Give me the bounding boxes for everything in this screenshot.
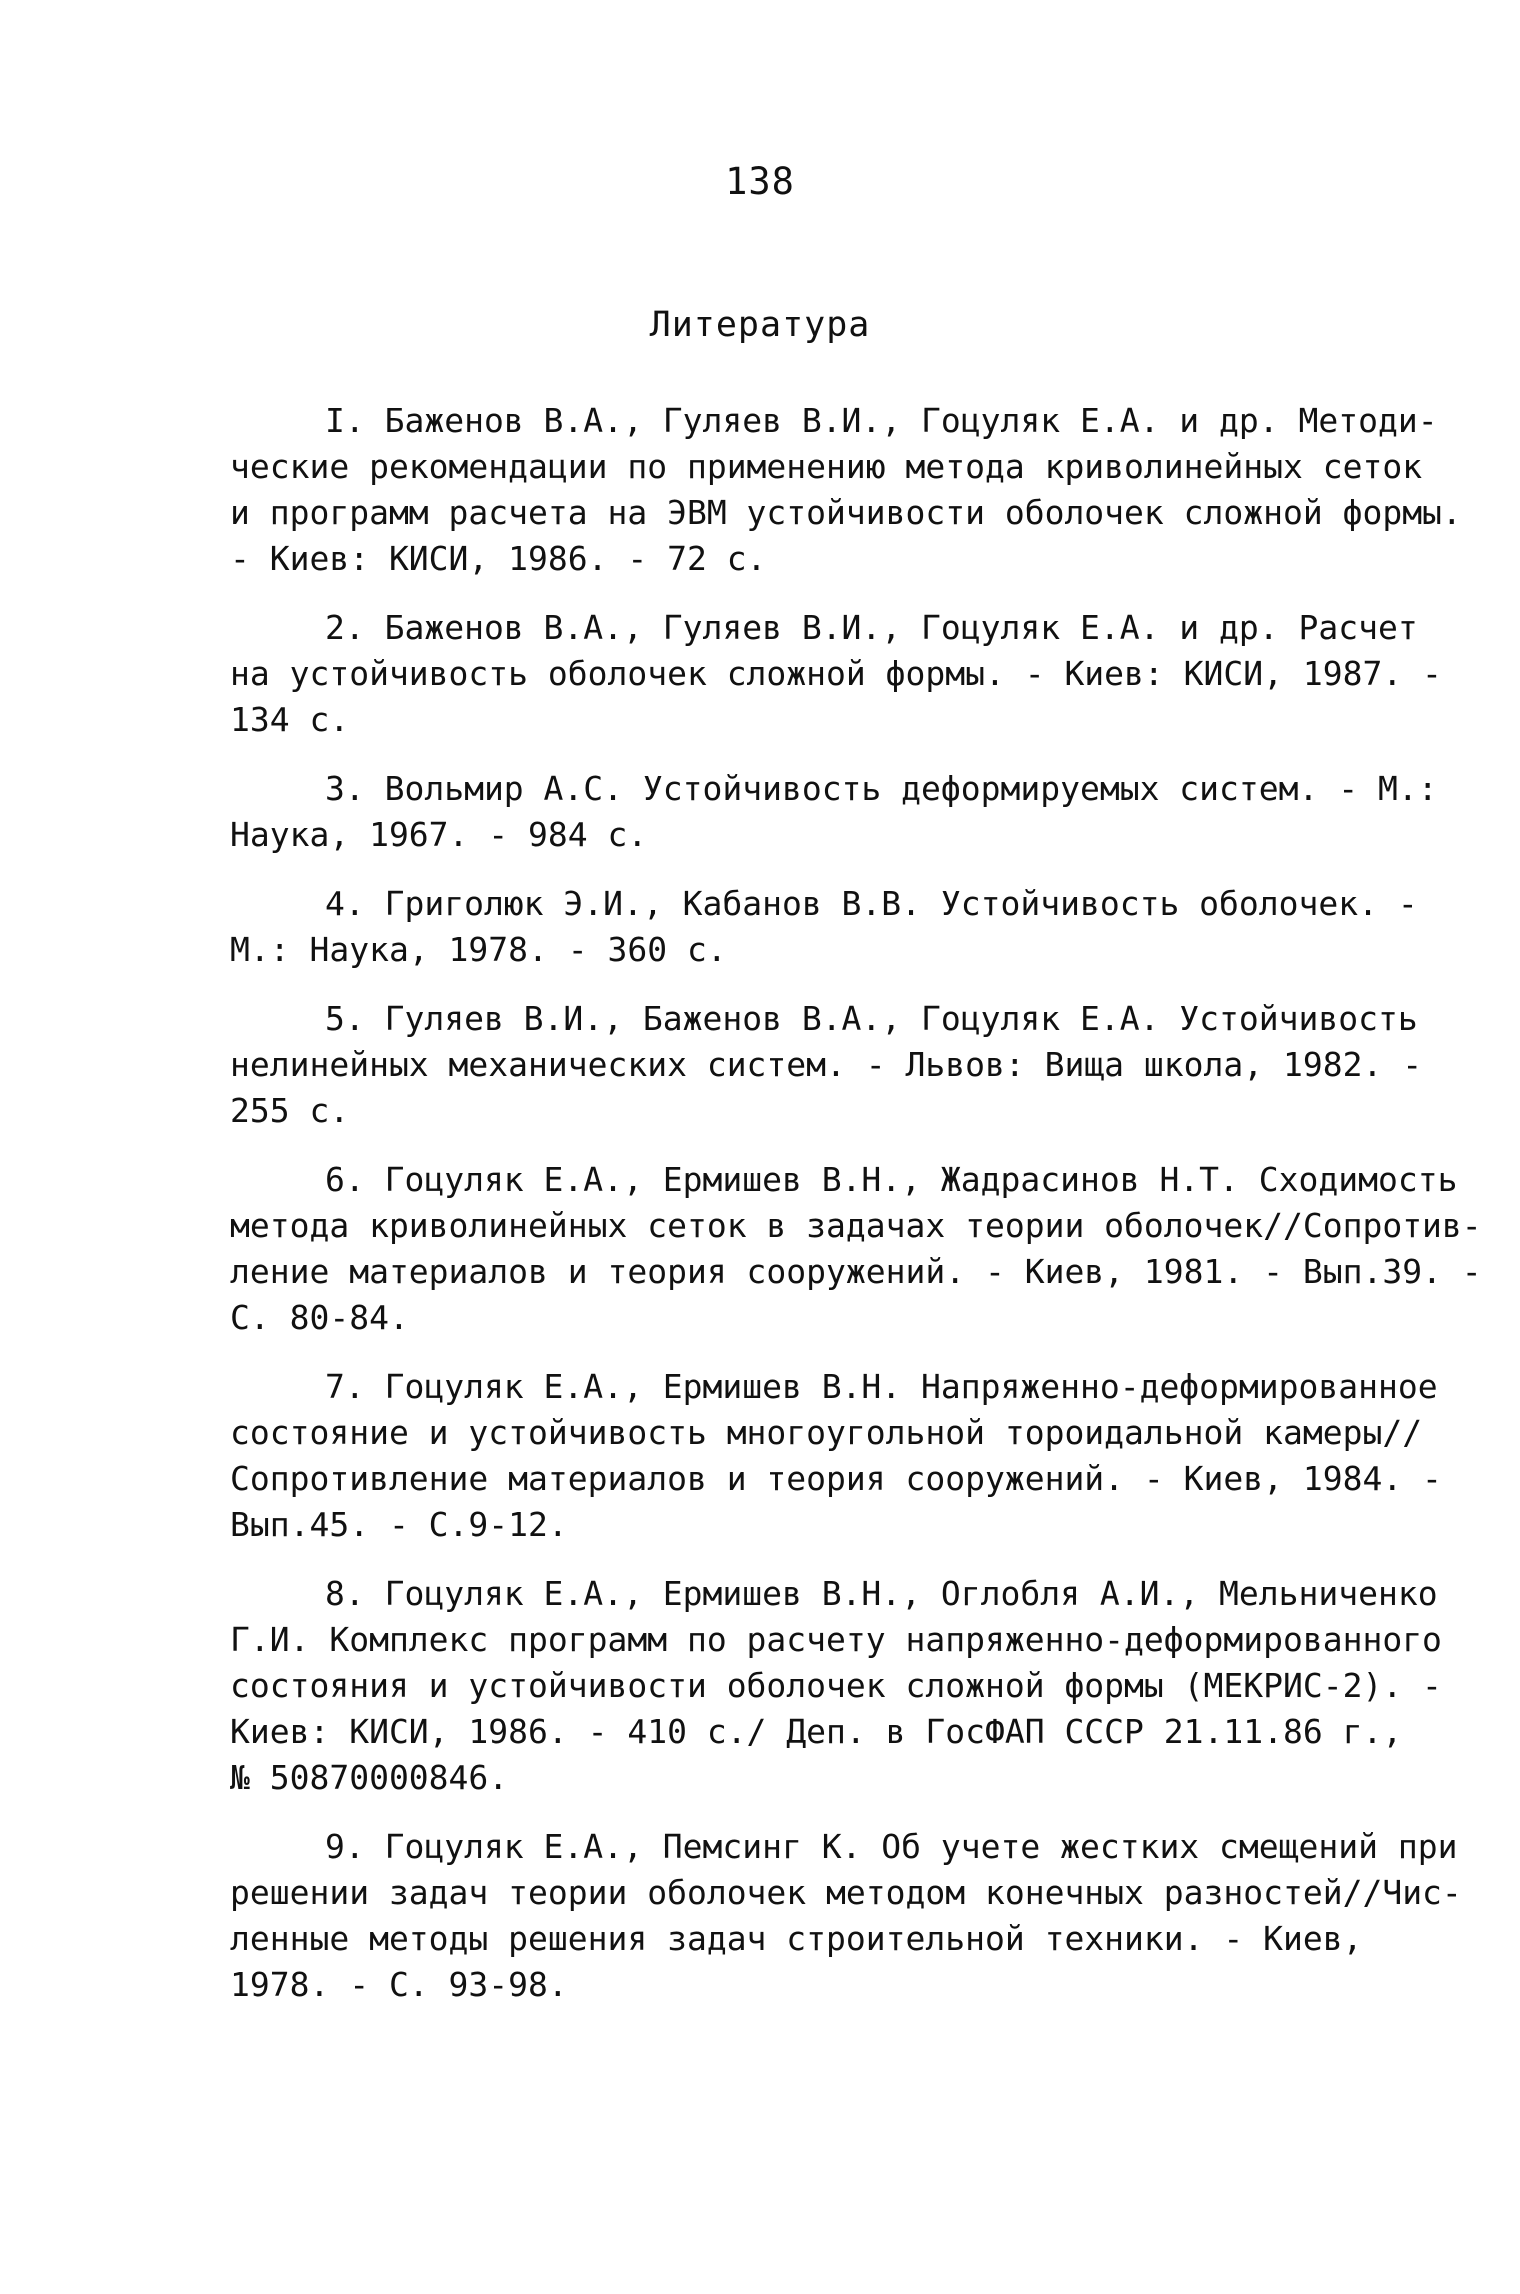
- reference-line: состояние и устойчивость многоугольной тороидальной камеры//: [230, 1413, 1423, 1452]
- reference-line: ленные методы решения задач строительной техники. - Киев,: [230, 1919, 1363, 1958]
- reference-entry: [230, 996, 1423, 1134]
- reference-list: [230, 398, 1482, 2031]
- reference-line: метода криволинейных сеток в задачах теории оболочек//Сопротив-: [230, 1206, 1482, 1245]
- reference-line: 1978. - С. 93-98.: [230, 1965, 568, 2004]
- reference-entry: [230, 398, 1462, 582]
- reference-line: Вып.45. - С.9-12.: [230, 1505, 568, 1544]
- reference-line: 2. Баженов В.А., Гуляев В.И., Гоцуляк Е.А. и др. Расчет: [325, 608, 1418, 647]
- reference-line: М.: Наука, 1978. - 360 с.: [230, 930, 727, 969]
- reference-line: Г.И. Комплекс программ по расчету напряженно-деформированного: [230, 1620, 1442, 1659]
- reference-line: Сопротивление материалов и теория сооружений. - Киев, 1984. -: [230, 1459, 1442, 1498]
- reference-line: 5. Гуляев В.И., Баженов В.А., Гоцуляк Е.А. Устойчивость: [325, 999, 1418, 1038]
- reference-line: состояния и устойчивости оболочек сложной формы (МЕКРИС-2). -: [230, 1666, 1442, 1705]
- reference-line: 9. Гоцуляк Е.А., Пемсинг К. Об учете жестких смещений при: [325, 1827, 1458, 1866]
- reference-entry: [230, 1571, 1442, 1801]
- reference-line: 3. Вольмир А.С. Устойчивость деформируемых систем. - М.:: [325, 769, 1438, 808]
- section-title: Литература: [649, 305, 871, 345]
- reference-line: на устойчивость оболочек сложной формы. - Киев: КИСИ, 1987. -: [230, 654, 1442, 693]
- reference-line: С. 80-84.: [230, 1298, 409, 1337]
- reference-entry: [230, 1157, 1482, 1341]
- reference-entry: [230, 1824, 1462, 2008]
- reference-line: ческие рекомендации по применению метода криволинейных сеток: [230, 447, 1423, 486]
- reference-line: - Киев: КИСИ, 1986. - 72 с.: [230, 539, 767, 578]
- reference-line: Наука, 1967. - 984 с.: [230, 815, 648, 854]
- reference-line: решении задач теории оболочек методом конечных разностей//Чис-: [230, 1873, 1462, 1912]
- reference-line: 4. Григолюк Э.И., Кабанов В.В. Устойчивость оболочек. -: [325, 884, 1418, 923]
- reference-entry: [230, 881, 1418, 973]
- reference-line: 6. Гоцуляк Е.А., Ермишев В.Н., Жадрасинов Н.Т. Сходимость: [325, 1160, 1458, 1199]
- reference-line: 7. Гоцуляк Е.А., Ермишев В.Н. Напряженно-деформированное: [325, 1367, 1438, 1406]
- reference-entry: [230, 1364, 1442, 1548]
- reference-line: и программ расчета на ЭВМ устойчивости оболочек сложной формы.: [230, 493, 1462, 532]
- reference-line: 134 с.: [230, 700, 350, 739]
- reference-line: № 50870000846.: [230, 1758, 509, 1797]
- reference-line: Киев: КИСИ, 1986. - 410 с./ Деп. в ГосФАП СССР 21.11.86 г.,: [230, 1712, 1403, 1751]
- page-number: 138: [725, 160, 795, 203]
- reference-line: I. Баженов В.А., Гуляев В.И., Гоцуляк Е.А. и др. Методи-: [325, 401, 1438, 440]
- reference-line: нелинейных механических систем. - Львов: Вища школа, 1982. -: [230, 1045, 1423, 1084]
- reference-line: 255 с.: [230, 1091, 350, 1130]
- reference-line: 8. Гоцуляк Е.А., Ермишев В.Н., Оглобля А.И., Мельниченко: [325, 1574, 1438, 1613]
- reference-entry: [230, 766, 1438, 858]
- reference-entry: [230, 605, 1442, 743]
- reference-line: ление материалов и теория сооружений. - Киев, 1981. - Вып.39. -: [230, 1252, 1482, 1291]
